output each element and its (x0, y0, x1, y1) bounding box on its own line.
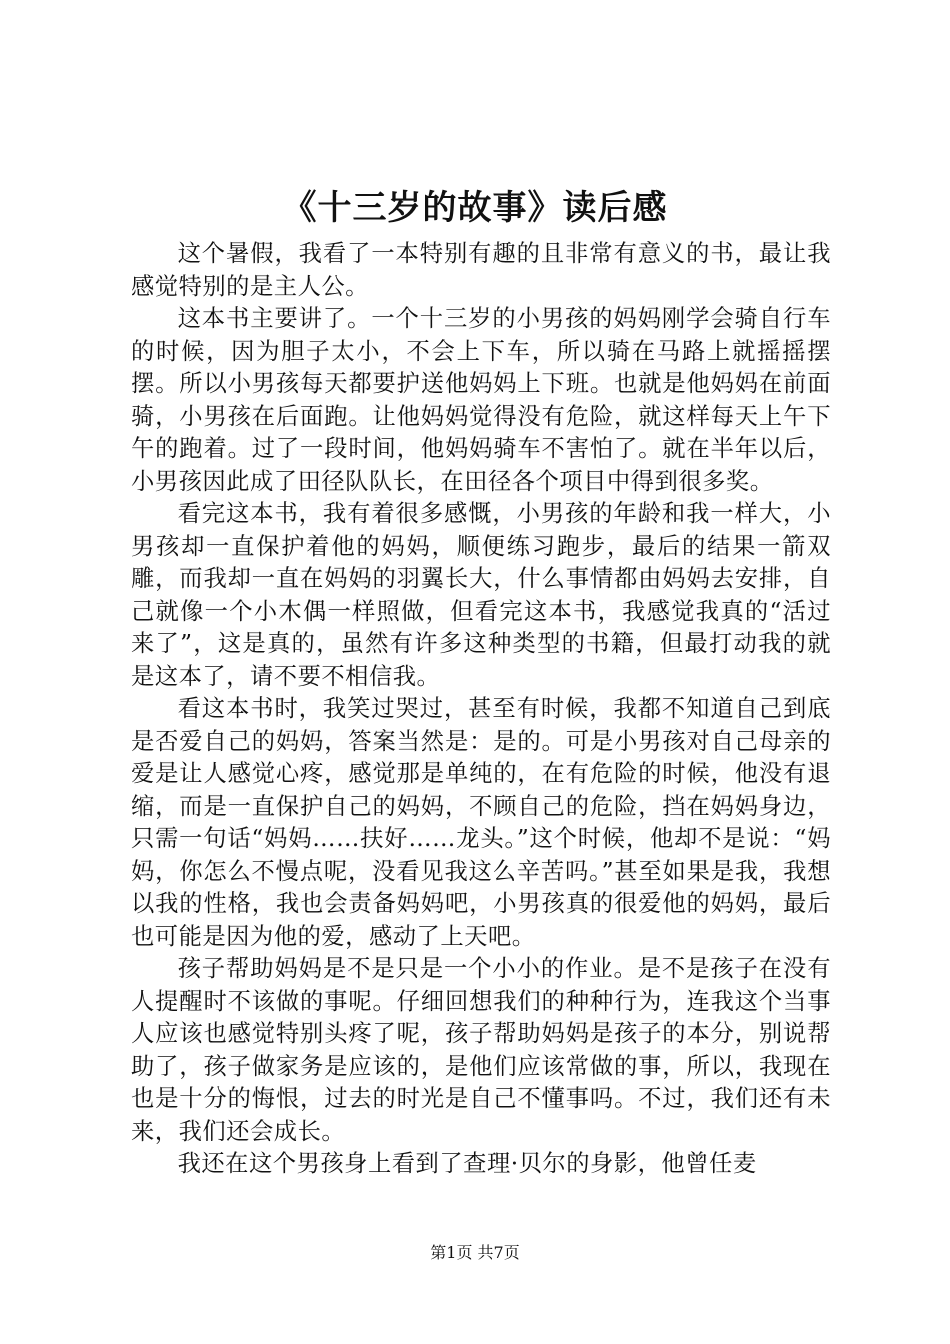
document-title: 《十三岁的故事》读后感 (282, 188, 668, 228)
document-body (131, 238, 831, 1181)
page-number-footer: 第1页 共7页 (430, 1243, 520, 1262)
paragraph: 我还在这个男孩身上看到了查理·贝尔的身影，他曾任麦 (177, 1150, 757, 1177)
paragraph: 孩子帮助妈妈是不是只是一个小小的作业。是不是孩子在没有人提醒时不该做的事呢。仔细回想我们的种种行为，连我这个当事人应该也感觉特别头疼了呢，孩子帮助妈妈是孩子的本分，别说帮助了，孩子做家务是应该的，是他们应该常做的事，所以，我现在也是十分的悔恨，过去的时光是自己不懂事吗。不过，我们还有未来，我们还会成长。 (131, 955, 831, 1145)
paragraph: 这个暑假，我看了一本特别有趣的且非常有意义的书，最让我感觉特别的是主人公。 (131, 240, 831, 300)
paragraph: 看完这本书，我有着很多感慨，小男孩的年龄和我一样大，小男孩却一直保护着他的妈妈，顺便练习跑步，最后的结果一箭双雕，而我却一直在妈妈的羽翼长大，什么事情都由妈妈去安排，自己就像一个小木偶一样照做，但看完这本书，我感觉我真的“活过来了”，这是真的，虽然有许多这种类型的书籍，但最打动我的就是这本了，请不要不相信我。 (131, 500, 831, 690)
paragraph: 这本书主要讲了。一个十三岁的小男孩的妈妈刚学会骑自行车的时候，因为胆子太小，不会上下车，所以骑在马路上就摇摇摆摆。所以小男孩每天都要护送他妈妈上下班。也就是他妈妈在前面骑，小男孩在后面跑。让他妈妈觉得没有危险，就这样每天上午下午的跑着。过了一段时间，他妈妈骑车不害怕了。就在半年以后，小男孩因此成了田径队队长，在田径各个项目中得到很多奖。 (131, 305, 831, 495)
paragraph: 看这本书时，我笑过哭过，甚至有时候，我都不知道自己到底是否爱自己的妈妈，答案当然是：是的。可是小男孩对自己母亲的爱是让人感觉心疼，感觉那是单纯的，在有危险的时候，他没有退缩，而是一直保护自己的妈妈，不顾自己的危险，挡在妈妈身边，只需一句话“妈妈……扶好……龙头。”这个时候，他却不是说：“妈妈，你怎么不慢点呢，没看见我这么辛苦吗。”甚至如果是我，我想以我的性格，我也会责备妈妈吧，小男孩真的很爱他的妈妈，最后也可能是因为他的爱，感动了上天吧。 (131, 695, 831, 950)
